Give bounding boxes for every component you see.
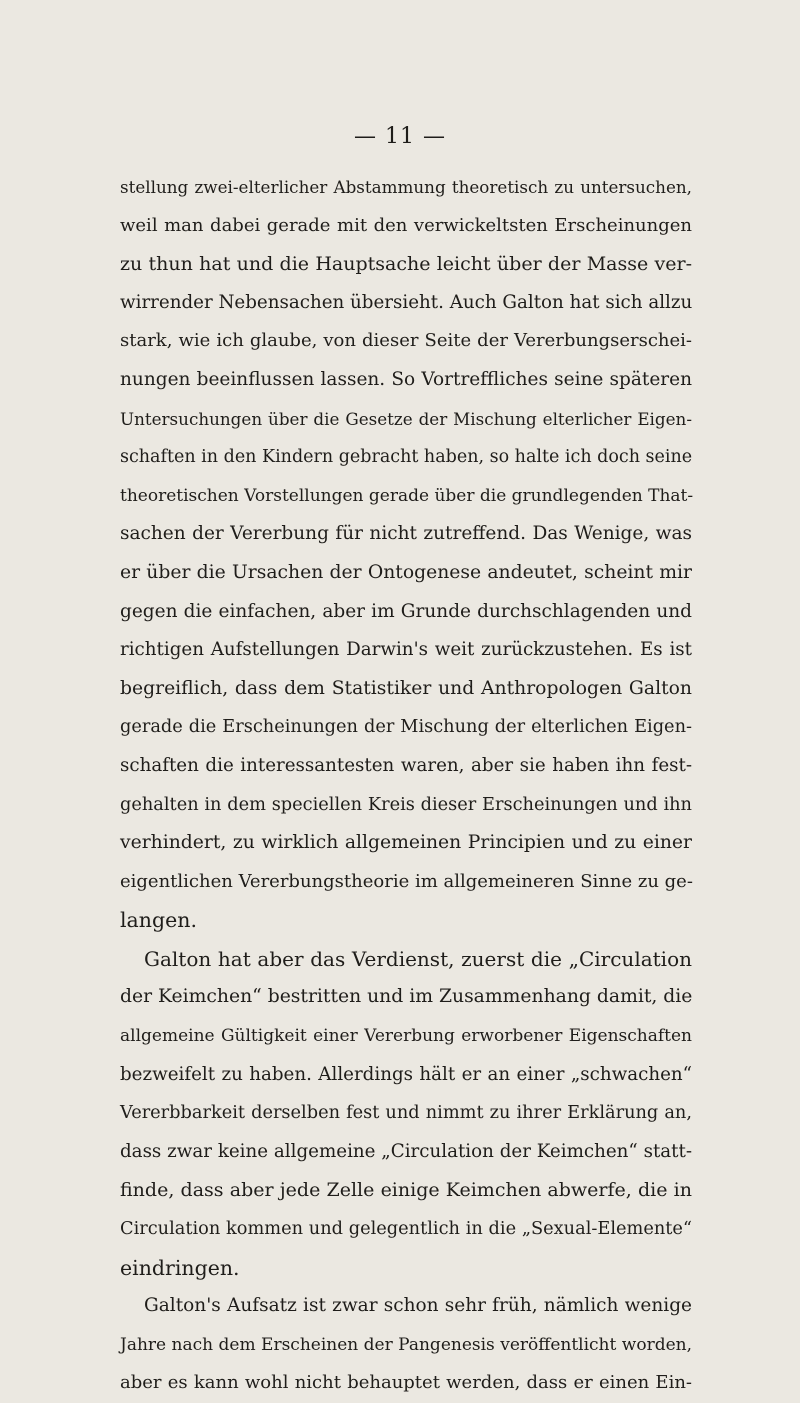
text-line: Vererbbarkeit derselben fest und nimmt zu ihrer Erklärung an, bbox=[120, 1103, 692, 1124]
text-line: Untersuchungen über die Gesetze der Mischung elterlicher Eigen- bbox=[120, 408, 692, 429]
text-line: theoretischen Vorstellungen gerade über die grundlegenden That- bbox=[120, 485, 694, 506]
text-line: stark, wie ich glaube, von dieser Seite der Vererbungserschei- bbox=[120, 330, 692, 352]
page-number: — 11 — bbox=[354, 124, 446, 149]
text-line: bezweifelt zu haben. Allerdings hält er an einer „schwachen“ bbox=[120, 1063, 692, 1085]
text-line: gerade die Erscheinungen der Mischung der elterlichen Eigen- bbox=[120, 717, 692, 738]
text-line: eigentlichen Vererbungstheorie im allgemeineren Sinne zu ge- bbox=[120, 870, 693, 892]
text-line: nungen beeinflussen lassen. So Vortreffliches seine späteren bbox=[120, 368, 692, 390]
body-text bbox=[120, 168, 692, 1403]
text-line: er über die Ursachen der Ontogenese andeutet, scheint mir bbox=[120, 561, 692, 583]
text-line: schaften in den Kindern gebracht haben, so halte ich doch seine bbox=[120, 447, 693, 468]
text-line: stellung zwei-elterlicher Abstammung theoretisch zu untersuchen, bbox=[120, 177, 692, 197]
text-line: weil man dabei gerade mit den verwickeltsten Erscheinungen bbox=[120, 214, 692, 236]
text-line: begreiflich, dass dem Statistiker und Anthropologen Galton bbox=[120, 677, 692, 699]
text-line: eindringen. bbox=[120, 1255, 240, 1280]
text-line: Jahre nach dem Erscheinen der Pangenesis veröffentlicht worden, bbox=[120, 1334, 692, 1355]
text-line: aber es kann wohl nicht behauptet werden, dass er einen Ein- bbox=[120, 1372, 692, 1394]
text-line: Galton's Aufsatz ist zwar schon sehr früh, nämlich wenige bbox=[144, 1295, 692, 1317]
text-line: allgemeine Gültigkeit einer Vererbung erworbener Eigenschaften bbox=[120, 1026, 692, 1047]
text-line: zu thun hat und die Hauptsache leicht über der Masse ver- bbox=[120, 253, 692, 276]
text-line: dass zwar keine allgemeine „Circulation der Keimchen“ statt- bbox=[120, 1140, 692, 1162]
text-line: Circulation kommen und gelegentlich in die „Sexual-Elemente“ bbox=[120, 1219, 692, 1240]
text-line: gegen die einfachen, aber im Grunde durchschlagenden und bbox=[120, 600, 692, 622]
text-line: finde, dass aber jede Zelle einige Keimchen abwerfe, die in bbox=[120, 1179, 692, 1202]
text-line: der Keimchen“ bestritten und im Zusammenhang damit, die bbox=[120, 986, 693, 1008]
text-line: gehalten in dem speciellen Kreis dieser Erscheinungen und ihn bbox=[120, 794, 692, 815]
text-line: verhindert, zu wirklich allgemeinen Principien und zu einer bbox=[120, 832, 692, 854]
text-line: langen. bbox=[120, 908, 197, 933]
text-line: Galton hat aber das Verdienst, zuerst die „Circulation bbox=[144, 946, 692, 971]
text-line: wirrender Nebensachen übersieht. Auch Galton hat sich allzu bbox=[120, 291, 693, 313]
text-line: sachen der Vererbung für nicht zutreffend. Das Wenige, was bbox=[120, 523, 692, 545]
text-line: schaften die interessantesten waren, aber sie haben ihn fest- bbox=[120, 754, 692, 776]
text-line: richtigen Aufstellungen Darwin's weit zurückzustehen. Es ist bbox=[120, 639, 692, 661]
